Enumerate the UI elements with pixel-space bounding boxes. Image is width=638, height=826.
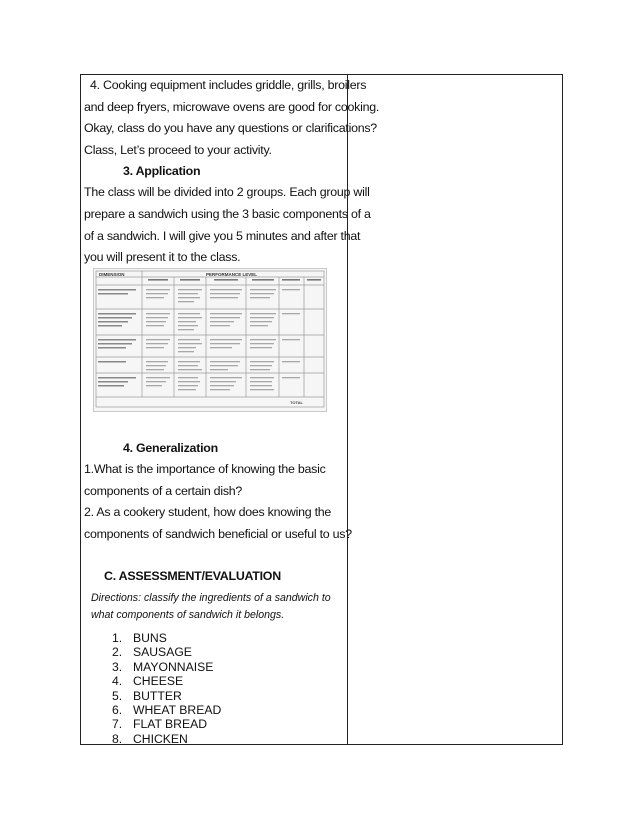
rubric-header-right: PERFORMANCE LEVEL: [206, 272, 258, 277]
rubric-header-left: DIMENSION: [99, 272, 125, 277]
generalization-heading: 4. Generalization: [123, 441, 218, 455]
text-line: Okay, class do you have any questions or clarifications?: [84, 121, 377, 135]
rubric-image: [93, 268, 327, 412]
rubric-table-graphic: [94, 269, 326, 411]
text-line: and deep fryers, microwave ovens are good for cooking.: [84, 100, 380, 114]
assessment-heading: C. ASSESSMENT/EVALUATION: [104, 569, 281, 583]
ingredient-list: [112, 631, 221, 746]
column-divider: [347, 74, 348, 745]
application-heading: 3. Application: [123, 164, 201, 178]
text-line: 1.What is the importance of knowing the basic: [84, 462, 326, 476]
rubric-total: TOTAL: [290, 400, 303, 405]
list-item: 6. WHEAT BREAD: [112, 703, 222, 718]
text-line: prepare a sandwich using the 3 basic components of a: [84, 207, 371, 221]
list-item: 4. CHEESE: [112, 674, 184, 689]
text-line: of a sandwich. I will give you 5 minutes and after that: [84, 229, 361, 243]
list-item: 7. FLAT BREAD: [112, 717, 208, 732]
text-line: Class, Let’s proceed to your activity.: [84, 143, 272, 157]
text-line: The class will be divided into 2 groups. Each group will: [84, 185, 370, 199]
text-line: components of sandwich beneficial or useful to us?: [84, 527, 352, 541]
text-line: 2. As a cookery student, how does knowing the: [84, 505, 332, 519]
list-item: 8. CHICKEN: [112, 731, 188, 746]
list-item: 1. BUNS: [112, 631, 167, 645]
list-item: 5. BUTTER: [112, 688, 182, 703]
list-item: 3. MAYONNAISE: [112, 659, 214, 674]
directions-line: Directions: classify the ingredients of a sandwich to: [91, 592, 331, 604]
directions-line: what components of sandwich it belongs.: [91, 609, 285, 621]
text-line: components of a certain dish?: [84, 484, 243, 498]
list-item: 2. SAUSAGE: [112, 645, 192, 660]
text-line: you will present it to the class.: [84, 250, 241, 264]
text-line: 4. Cooking equipment includes griddle, grills, broilers: [90, 78, 367, 92]
